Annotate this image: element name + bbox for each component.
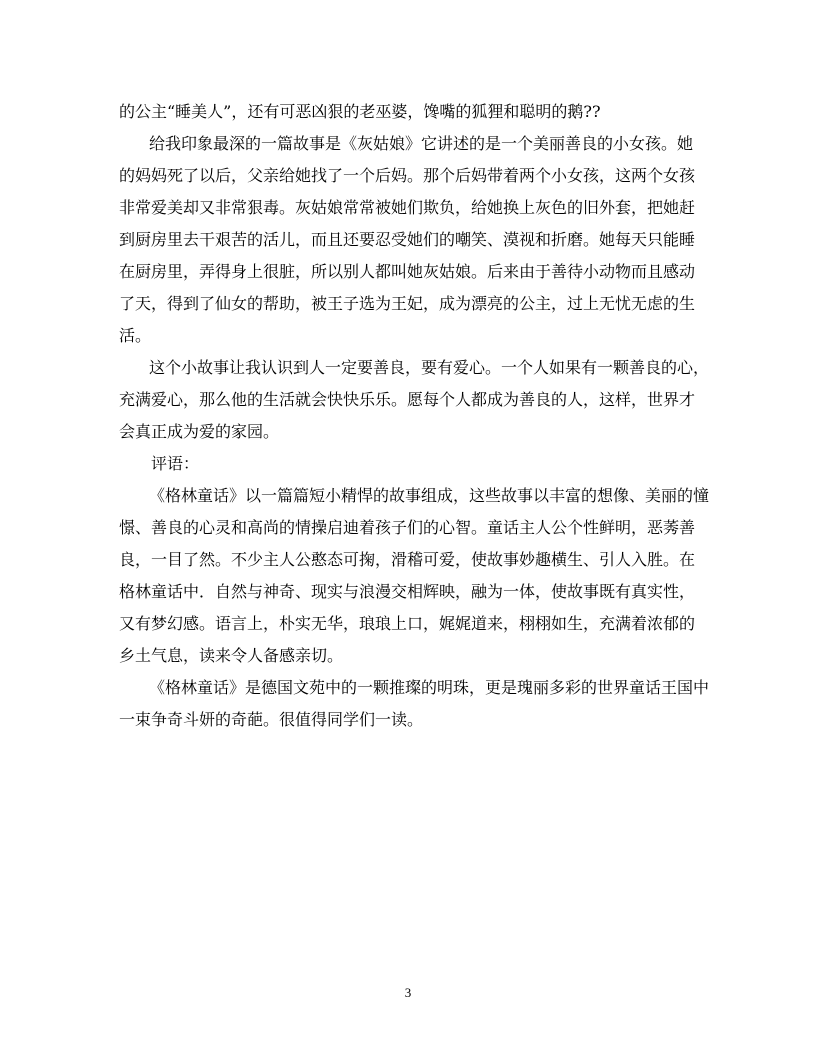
text-line: 良，一目了然。不少主人公憨态可掬，滑稽可爱，使故事妙趣横生、引人入胜。在 [119,550,696,569]
text-line: 的妈妈死了以后，父亲给她找了一个后妈。那个后妈带着两个小女孩，这两个女孩 [119,166,696,185]
text-line: 《格林童话》以一篇篇短小精悍的故事组成，这些故事以丰富的想像、美丽的憧 [149,486,710,505]
text-line: 乡土气息，读来令人备感亲切。 [119,646,344,665]
text-line: 一束争奇斗妍的奇葩。很值得同学们一读。 [119,710,424,729]
text-line: 活。 [119,326,152,345]
document-body [119,96,711,736]
text-line: 憬、善良的心灵和高尚的情操启迪着孩子们的心智。童话主人公个性鲜明，恶莠善 [119,518,696,537]
text-line: 格林童话中．自然与神奇、现实与浪漫交相辉映，融为一体，使故事既有真实性， [119,582,696,601]
text-line: 会真正成为爱的家园。 [119,422,280,441]
text-line: 又有梦幻感。语言上，朴实无华，琅琅上口，娓娓道来，栩栩如生，充满着浓郁的 [119,614,696,633]
text-line: 的公主“睡美人”，还有可恶凶狠的老巫婆，馋嘴的狐狸和聪明的鹅?? [119,102,601,121]
page-number: 3 [404,985,412,1000]
text-line: 在厨房里，弄得身上很脏，所以别人都叫她灰姑娘。后来由于善待小动物而且感动 [119,262,696,281]
text-line: 给我印象最深的一篇故事是《灰姑娘》它讲述的是一个美丽善良的小女孩。她 [149,134,694,153]
review-heading: 评语： [151,454,200,473]
text-line: 充满爱心，那么他的生活就会快快乐乐。愿每个人都成为善良的人，这样，世界才 [119,390,696,409]
text-line: 非常爱美却又非常狠毒。灰姑娘常常被她们欺负，给她换上灰色的旧外套，把她赶 [119,198,696,217]
text-line: 《格林童话》是德国文苑中的一颗推璨的明珠，更是瑰丽多彩的世界童话王国中 [149,678,710,697]
text-line: 了天，得到了仙女的帮助，被王子选为王妃，成为漂亮的公主，过上无忧无虑的生 [119,294,696,313]
text-line: 这个小故事让我认识到人一定要善良，要有爱心。一个人如果有一颗善良的心， [149,358,710,377]
text-line: 到厨房里去干艰苦的活儿，而且还要忍受她们的嘲笑、漠视和折磨。她每天只能睡 [119,230,696,249]
